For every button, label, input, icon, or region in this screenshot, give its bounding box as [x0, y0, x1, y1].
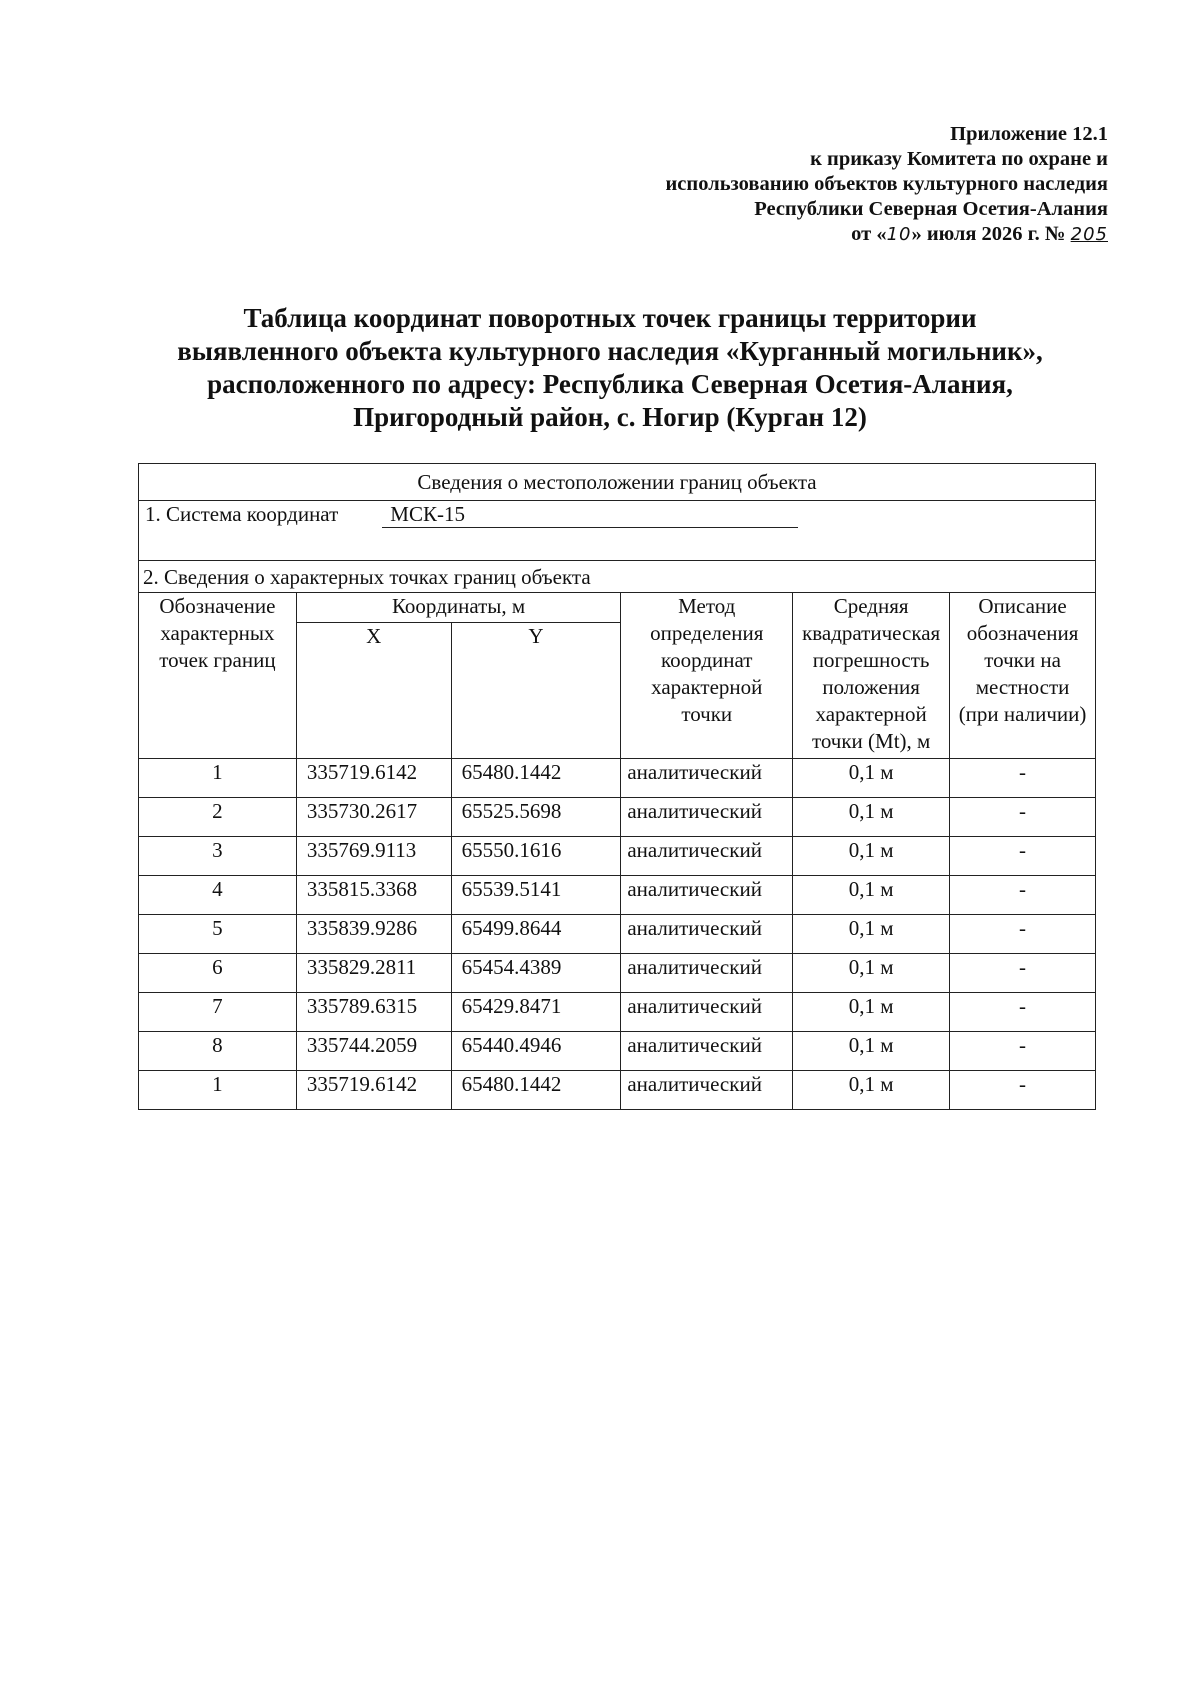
point-cell: 6 [139, 954, 297, 993]
table-row [139, 954, 1096, 993]
description-cell: - [950, 1071, 1096, 1110]
header-y: Y [451, 623, 621, 759]
error-cell: 0,1 м [793, 993, 950, 1032]
appendix-order-ref: к приказу Комитета по охране и [810, 148, 1108, 170]
error-cell: 0,1 м [793, 1071, 950, 1110]
appendix-label: Приложение 12.1 [950, 123, 1108, 145]
x-cell: 335730.2617 [296, 798, 451, 837]
y-cell: 65429.8471 [451, 993, 621, 1032]
coordinates-table [138, 463, 1096, 1110]
y-cell: 65480.1442 [451, 1071, 621, 1110]
x-cell: 335719.6142 [296, 1071, 451, 1110]
point-cell: 2 [139, 798, 297, 837]
coord-system-label: 1. Система координат [145, 502, 339, 526]
y-cell: 65480.1442 [451, 759, 621, 798]
table-row [139, 837, 1096, 876]
header-designation: Обозначение характерных точек границ [139, 593, 297, 759]
method-cell: аналитический [621, 876, 793, 915]
x-cell: 335815.3368 [296, 876, 451, 915]
point-cell: 4 [139, 876, 297, 915]
title-line-4: Пригородный район, с. Ногир (Курган 12) [353, 402, 867, 432]
table-row [139, 876, 1096, 915]
point-cell: 1 [139, 759, 297, 798]
method-cell: аналитический [621, 1032, 793, 1071]
point-cell: 8 [139, 1032, 297, 1071]
y-cell: 65499.8644 [451, 915, 621, 954]
table-row [139, 993, 1096, 1032]
title-line-2: выявленного объекта культурного наследия «Курганный могильник», [177, 336, 1043, 366]
header-coordinates: Координаты, м [296, 593, 621, 623]
point-cell: 5 [139, 915, 297, 954]
x-cell: 335769.9113 [296, 837, 451, 876]
coord-system-value: МСК-15 [382, 502, 798, 528]
document-title [130, 302, 1090, 434]
header-x: X [296, 623, 451, 759]
description-cell: - [950, 915, 1096, 954]
date-prefix: от « [851, 223, 887, 245]
y-cell: 65539.5141 [451, 876, 621, 915]
method-cell: аналитический [621, 954, 793, 993]
description-cell: - [950, 837, 1096, 876]
method-cell: аналитический [621, 915, 793, 954]
coord-system-row [139, 501, 1096, 561]
point-cell: 3 [139, 837, 297, 876]
error-cell: 0,1 м [793, 954, 950, 993]
method-cell: аналитический [621, 1071, 793, 1110]
description-cell: - [950, 759, 1096, 798]
table-row [139, 915, 1096, 954]
description-cell: - [950, 798, 1096, 837]
description-cell: - [950, 993, 1096, 1032]
x-cell: 335744.2059 [296, 1032, 451, 1071]
handwritten-order-number: 205 [1070, 224, 1108, 245]
y-cell: 65525.5698 [451, 798, 621, 837]
y-cell: 65440.4946 [451, 1032, 621, 1071]
error-cell: 0,1 м [793, 759, 950, 798]
description-cell: - [950, 954, 1096, 993]
error-cell: 0,1 м [793, 876, 950, 915]
table-row [139, 759, 1096, 798]
appendix-date-line [666, 222, 1109, 247]
appendix-header [666, 122, 1109, 247]
description-cell: - [950, 876, 1096, 915]
section-title: Сведения о местоположении границ объекта [139, 464, 1096, 501]
error-cell: 0,1 м [793, 1032, 950, 1071]
y-cell: 65550.1616 [451, 837, 621, 876]
table-row [139, 798, 1096, 837]
x-cell: 335839.9286 [296, 915, 451, 954]
error-cell: 0,1 м [793, 837, 950, 876]
header-description: Описание обозначения точки на местности (при наличии) [950, 593, 1096, 759]
x-cell: 335789.6315 [296, 993, 451, 1032]
method-cell: аналитический [621, 798, 793, 837]
header-error: Средняя квадратическая погрешность положения характерной точки (Mt), м [793, 593, 950, 759]
title-line-1: Таблица координат поворотных точек границы территории [243, 303, 977, 333]
x-cell: 335719.6142 [296, 759, 451, 798]
table-row [139, 1071, 1096, 1110]
error-cell: 0,1 м [793, 915, 950, 954]
date-middle: » июля 2026 г. № [911, 223, 1066, 245]
title-line-3: расположенного по адресу: Республика Северная Осетия-Алания, [207, 369, 1013, 399]
y-cell: 65454.4389 [451, 954, 621, 993]
handwritten-day: 10 [886, 224, 912, 245]
table-body [139, 759, 1096, 1110]
appendix-committee: использованию объектов культурного наследия [665, 173, 1108, 195]
description-cell: - [950, 1032, 1096, 1071]
error-cell: 0,1 м [793, 798, 950, 837]
method-cell: аналитический [621, 759, 793, 798]
appendix-republic: Республики Северная Осетия-Алания [754, 198, 1108, 220]
method-cell: аналитический [621, 837, 793, 876]
x-cell: 335829.2811 [296, 954, 451, 993]
method-cell: аналитический [621, 993, 793, 1032]
point-cell: 7 [139, 993, 297, 1032]
point-cell: 1 [139, 1071, 297, 1110]
header-method: Метод определения координат характерной точки [621, 593, 793, 759]
points-section-title: 2. Сведения о характерных точках границ объекта [139, 561, 1096, 593]
table-row [139, 1032, 1096, 1071]
